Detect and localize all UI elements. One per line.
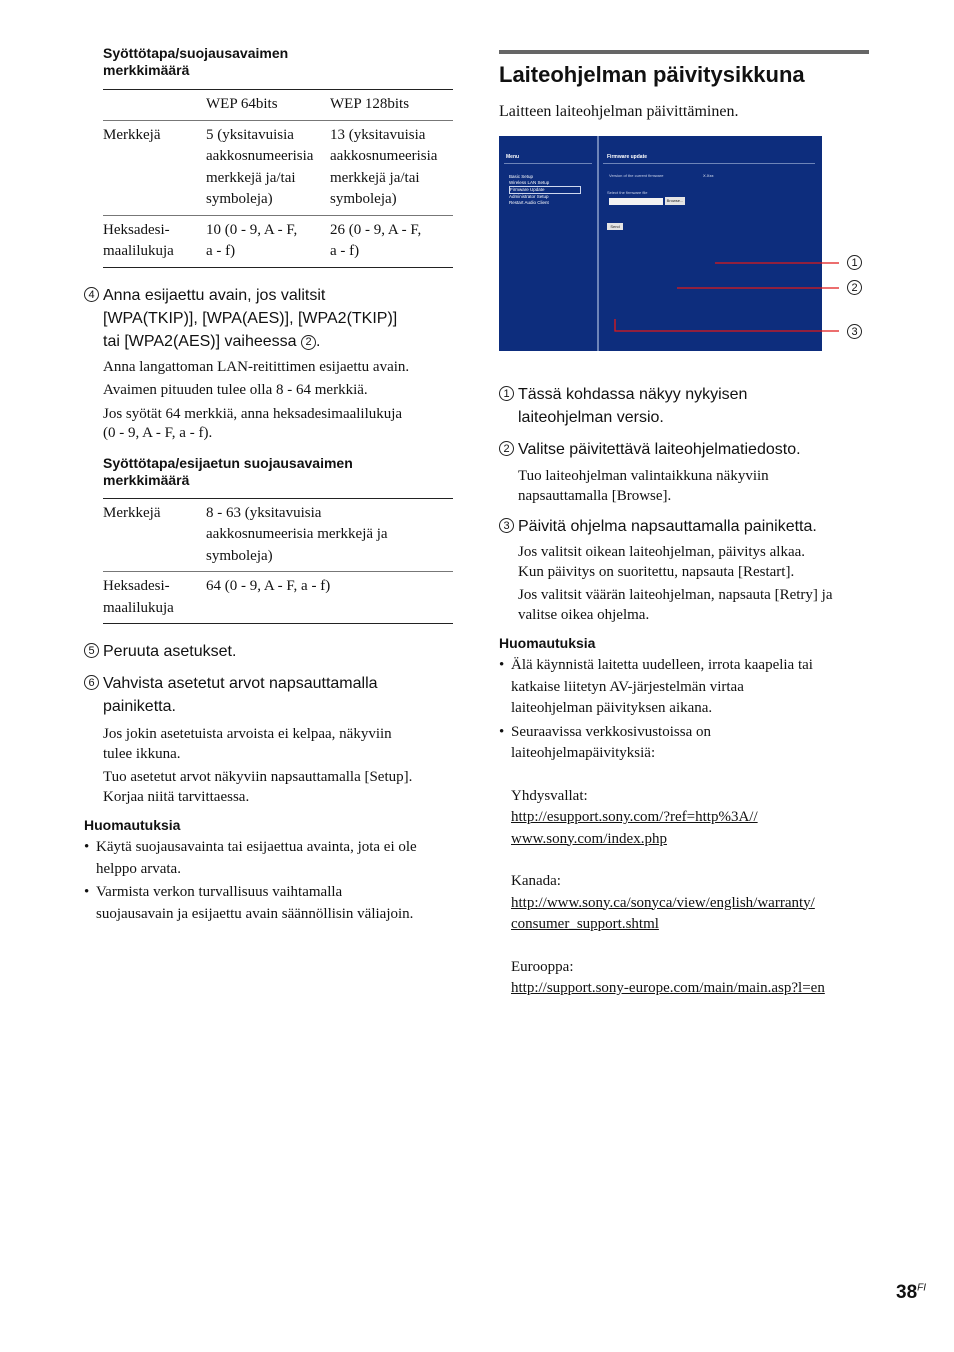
- para-line: Jos valitsit väärän laiteohjelman, napsauta [Retry] ja: [518, 587, 833, 603]
- step-4: [84, 284, 456, 353]
- cell-line: 5 (yksitavuisia: [206, 126, 294, 143]
- step-2: [499, 438, 871, 461]
- table1-heading: [103, 45, 456, 79]
- row-cell: [206, 498, 453, 572]
- cell-line: 13 (yksitavuisia: [330, 126, 426, 143]
- list-item: [84, 837, 456, 880]
- row-label-line: Heksadesi-: [103, 221, 170, 238]
- table-row: [103, 572, 453, 624]
- para-line: tulee ikkuna.: [103, 745, 181, 762]
- list-item: [499, 722, 871, 1000]
- para-line: Jos syötät 64 merkkiä, anna heksadesimaalilukuja: [103, 405, 403, 422]
- table-row: [103, 120, 453, 215]
- para-line: Jos jokin asetetuista arvoista ei kelpaa, näkyviin: [103, 726, 392, 742]
- section-intro: Laitteen laiteohjelman päivittäminen.: [499, 103, 739, 120]
- callout-line-3: [615, 319, 839, 331]
- table-header-wep64: WEP 64bits: [206, 96, 278, 112]
- note-line: • Älä käynnistä laitetta uudelleen, irrota kaapelia tai: [511, 657, 813, 673]
- left-column: [84, 45, 456, 925]
- screenshot-version-value: X.Xxx: [703, 173, 714, 178]
- cell-line: merkkejä ja/tai: [206, 169, 296, 186]
- para-line: Avaimen pituuden tulee olla 8 - 64 merkkiä.: [103, 382, 368, 398]
- cell-line: merkkejä ja/tai: [330, 169, 420, 186]
- para-line: Anna langattoman LAN-reitittimen esijaettu avain.: [103, 358, 410, 375]
- site-country: Kanada:: [511, 873, 561, 889]
- table2-heading: [103, 455, 456, 489]
- screenshot-menu-item: Wireless LAN Setup: [509, 180, 550, 185]
- note-line: • Seuraavissa verkkosivustoissa on: [511, 723, 711, 740]
- site-link[interactable]: http://esupport.sony.com/?ref=http%3A//: [511, 809, 758, 825]
- note-line: laiteohjelman päivityksen aikana.: [511, 700, 713, 716]
- table2-heading-line1: Syöttötapa/esijaetun suojausavaimen: [103, 454, 353, 471]
- page-number: [896, 1282, 926, 1304]
- screenshot-menu-item: Basic Setup: [509, 174, 534, 179]
- screenshot-select-label: Select the firmware file: [607, 190, 648, 195]
- step-text: tai [WPA2(AES)] vaiheessa: [103, 332, 297, 350]
- screenshot-menu-item: Restart Audio Client: [509, 200, 549, 205]
- step3-description: [499, 542, 871, 626]
- step-text-line: Vahvista asetetut arvot napsauttamalla: [103, 675, 378, 692]
- step-text-line: painiketta.: [103, 698, 176, 715]
- step-text-line: Päivitä ohjelma napsauttamalla painiketta.: [518, 518, 817, 535]
- para-line: valitse oikea ohjelma.: [518, 606, 650, 623]
- step-text: .: [316, 332, 321, 350]
- row-label-line: Merkkejä: [103, 504, 161, 521]
- step6-description: [84, 724, 456, 808]
- row-cell: [206, 215, 330, 267]
- screenshot-menu-item: Administrator Setup: [509, 194, 549, 199]
- cell-line: a - f): [330, 243, 360, 259]
- row-label-line: maalilukuja: [103, 599, 174, 616]
- row-label: [103, 498, 206, 572]
- table-header-wep128: WEP 128bits: [330, 96, 410, 112]
- step-6: [84, 672, 456, 718]
- list-item: [84, 882, 456, 925]
- row-cell: [330, 120, 453, 215]
- site-link[interactable]: http://www.sony.ca/sonyca/view/english/warranty/: [511, 894, 815, 911]
- row-label-line: Merkkejä: [103, 126, 161, 143]
- step-number-circle: 4: [84, 287, 99, 302]
- note-line: laiteohjelmapäivityksiä:: [511, 745, 656, 761]
- notes-heading: Huomautuksia: [499, 635, 596, 651]
- notes-list: [499, 655, 871, 1000]
- site-link[interactable]: consumer_support.shtml: [511, 916, 659, 932]
- table1-heading-line2: merkkimäärä: [103, 62, 190, 78]
- site-link[interactable]: http://support.sony-europe.com/main/main.asp?l=en: [511, 980, 825, 996]
- cell-line: symboleja): [206, 547, 273, 564]
- table2-heading-line2: merkkimäärä: [103, 471, 190, 488]
- screenshot-send-button: Send: [607, 223, 623, 230]
- cell-line: 26 (0 - 9, A - F,: [330, 221, 422, 238]
- step-3: [499, 515, 871, 538]
- table-row: [103, 498, 453, 572]
- cell-line: a - f): [206, 243, 236, 259]
- screenshot-menu-item-selected: Firmware Update: [509, 186, 581, 194]
- callout-lines: [499, 136, 871, 366]
- table-row: [103, 215, 453, 267]
- step-text-line: Tässä kohdassa näkyy nykyisen: [518, 386, 748, 403]
- para-line: Tuo asetetut arvot näkyviin napsauttamalla [Setup].: [103, 769, 413, 785]
- callout-circle-1: 1: [847, 255, 862, 270]
- row-cell: [330, 215, 453, 267]
- notes-list: [84, 837, 456, 925]
- notes-heading: Huomautuksia: [84, 817, 181, 833]
- table1-heading-line1: Syöttötapa/suojausavaimen: [103, 45, 289, 61]
- row-label-line: Heksadesi-: [103, 578, 170, 594]
- screenshot-menu-title: Menu: [506, 154, 520, 160]
- right-column: [499, 50, 871, 1000]
- row-cell: [206, 120, 330, 215]
- para-line: Kun päivitys on suoritettu, napsauta [Restart].: [518, 563, 795, 580]
- para-line: Korjaa niitä tarvittaessa.: [103, 788, 250, 805]
- cell-line: 64 (0 - 9, A - F, a - f): [206, 578, 331, 594]
- page-language-suffix: FI: [917, 1282, 927, 1294]
- step-text-line: Anna esijaettu avain, jos valitsit: [103, 286, 326, 304]
- note-line: helppo arvata.: [96, 860, 181, 877]
- list-item: [499, 655, 871, 720]
- section-rule: [499, 50, 869, 54]
- table-header-empty: [103, 90, 206, 121]
- step-number-circle: 2: [499, 441, 514, 456]
- wep-key-table: [103, 89, 453, 268]
- cell-line: symboleja): [330, 191, 397, 207]
- step-1: [499, 383, 871, 429]
- step-number-circle: 5: [84, 643, 99, 658]
- row-label: [103, 215, 206, 267]
- table-header-row: [103, 90, 453, 121]
- row-label-line: maalilukuja: [103, 243, 174, 259]
- step-text-line: Peruuta asetukset.: [103, 643, 237, 660]
- note-line: • Varmista verkon turvallisuus vaihtamalla: [96, 884, 343, 900]
- row-label: [103, 120, 206, 215]
- note-line: katkaise liitetyn AV-järjestelmän virtaa: [511, 678, 744, 695]
- site-country: Eurooppa:: [511, 958, 574, 975]
- cell-line: 8 - 63 (yksitavuisia: [206, 504, 322, 521]
- para-line: (0 - 9, A - F, a - f).: [103, 425, 213, 441]
- step-text-line: [103, 330, 456, 353]
- para-line: Jos valitsit oikean laiteohjelman, päivitys alkaa.: [518, 544, 806, 560]
- cell-line: symboleja): [206, 191, 273, 207]
- step-text-line: [WPA(TKIP)], [WPA(AES)], [WPA2(TKIP)]: [103, 309, 398, 327]
- callout-circle-2: 2: [847, 280, 862, 295]
- screenshot-area: [499, 136, 871, 366]
- site-country: Yhdysvallat:: [511, 787, 588, 804]
- step-text-line: laiteohjelman versio.: [518, 409, 664, 426]
- screenshot-version-label: Version of the current firmware: [609, 173, 664, 178]
- step-number-circle: 6: [84, 675, 99, 690]
- site-link[interactable]: www.sony.com/index.php: [511, 830, 667, 847]
- cell-line: 10 (0 - 9, A - F,: [206, 221, 298, 238]
- callout-circle-3: 3: [847, 324, 862, 339]
- step2-description: [499, 466, 871, 507]
- step4-description: [84, 357, 456, 445]
- para-line: Tuo laiteohjelman valintaikkuna näkyviin: [518, 468, 769, 484]
- cell-line: aakkosnumeerisia: [206, 148, 314, 164]
- para-line: napsauttamalla [Browse].: [518, 487, 672, 504]
- page-number-value: 38: [896, 1282, 918, 1303]
- step-number-circle: 3: [499, 518, 514, 533]
- note-line: • Käytä suojausavainta tai esijaettua avainta, jota ei ole: [96, 839, 417, 855]
- row-label: [103, 572, 206, 624]
- psk-table: [103, 498, 453, 625]
- step-number-circle: 1: [499, 386, 514, 401]
- cell-line: aakkosnumeerisia: [330, 148, 438, 164]
- note-line: suojausavain ja esijaettu avain säännöllisin väliajoin.: [96, 905, 414, 922]
- row-cell: [206, 572, 453, 624]
- step-text-line: Valitse päivitettävä laiteohjelmatiedosto.: [518, 441, 801, 458]
- section-title: Laiteohjelman päivitysikkuna: [499, 62, 805, 87]
- step-5: [84, 640, 456, 663]
- screenshot-browse-button: Browse...: [666, 198, 684, 203]
- cell-line: aakkosnumeerisia merkkejä ja: [206, 526, 388, 542]
- step-ref-circle: 2: [301, 335, 316, 350]
- screenshot-panel-title: Firmware update: [607, 154, 648, 160]
